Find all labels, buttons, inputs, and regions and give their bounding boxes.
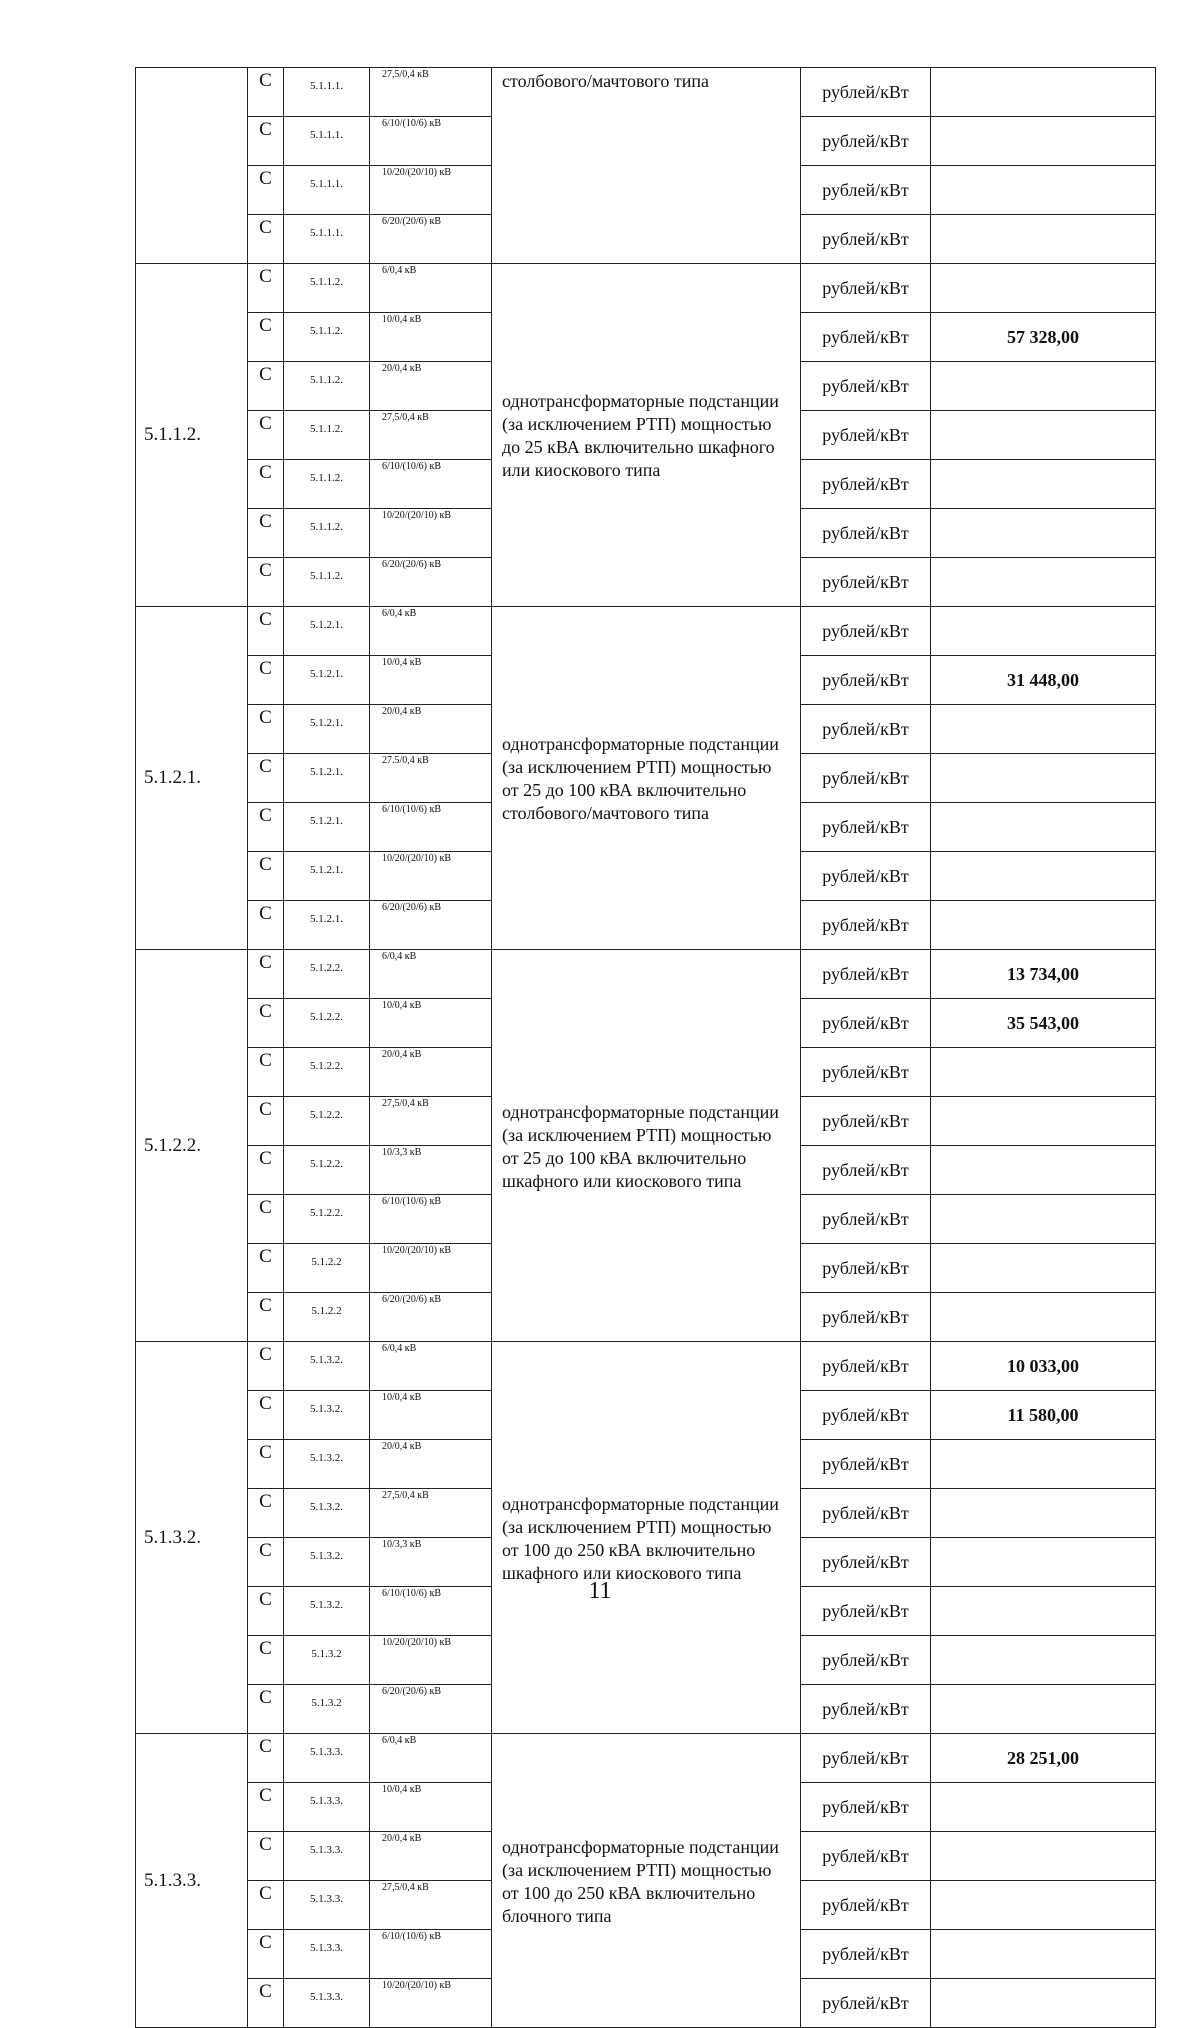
unit-cell: рублей/кВт <box>801 1391 931 1440</box>
voltage-cell: 6/0,4 кВ <box>370 1734 492 1783</box>
subcode-cell: 5.1.2.2. <box>284 950 370 999</box>
category-cell: С <box>248 411 284 460</box>
tariff-value-cell <box>931 607 1156 656</box>
subcode-cell: 5.1.3.3. <box>284 1930 370 1979</box>
unit-cell: рублей/кВт <box>801 999 931 1048</box>
tariff-value-cell: 28 251,00 <box>931 1734 1156 1783</box>
unit-cell: рублей/кВт <box>801 950 931 999</box>
unit-cell: рублей/кВт <box>801 313 931 362</box>
tariff-value-cell <box>931 166 1156 215</box>
category-cell: С <box>248 1342 284 1391</box>
tariff-value-cell <box>931 1244 1156 1293</box>
subcode-cell: 5.1.3.2. <box>284 1391 370 1440</box>
category-cell: С <box>248 901 284 950</box>
subcode-cell: 5.1.1.2. <box>284 411 370 460</box>
unit-cell: рублей/кВт <box>801 1587 931 1636</box>
tariff-value-cell: 35 543,00 <box>931 999 1156 1048</box>
unit-cell: рублей/кВт <box>801 1930 931 1979</box>
unit-cell: рублей/кВт <box>801 852 931 901</box>
subcode-cell: 5.1.2.2. <box>284 999 370 1048</box>
category-cell: С <box>248 166 284 215</box>
category-cell: С <box>248 1979 284 2028</box>
tariff-value-cell <box>931 1293 1156 1342</box>
voltage-cell: 27.5/0,4 кВ <box>370 754 492 803</box>
unit-cell: рублей/кВт <box>801 509 931 558</box>
unit-cell: рублей/кВт <box>801 117 931 166</box>
subcode-cell: 5.1.1.2. <box>284 509 370 558</box>
item-code: 5.1.2.2. <box>136 950 248 1342</box>
tariff-value-cell <box>931 68 1156 117</box>
voltage-cell: 6/10/(10/6) кВ <box>370 1195 492 1244</box>
tariff-value-cell <box>931 558 1156 607</box>
subcode-cell: 5.1.1.2. <box>284 460 370 509</box>
tariff-value-cell: 10 033,00 <box>931 1342 1156 1391</box>
unit-cell: рублей/кВт <box>801 411 931 460</box>
unit-cell: рублей/кВт <box>801 264 931 313</box>
subcode-cell: 5.1.3.2. <box>284 1489 370 1538</box>
unit-cell: рублей/кВт <box>801 607 931 656</box>
subcode-cell: 5.1.1.1. <box>284 166 370 215</box>
voltage-cell: 6/0,4 кВ <box>370 1342 492 1391</box>
tariff-value-cell <box>931 754 1156 803</box>
subcode-cell: 5.1.3.3. <box>284 1832 370 1881</box>
category-cell: С <box>248 1587 284 1636</box>
subcode-cell: 5.1.3.2. <box>284 1342 370 1391</box>
category-cell: С <box>248 264 284 313</box>
category-cell: С <box>248 1244 284 1293</box>
item-code: 5.1.3.3. <box>136 1734 248 2028</box>
category-cell: С <box>248 1832 284 1881</box>
category-cell: С <box>248 1734 284 1783</box>
category-cell: С <box>248 803 284 852</box>
category-cell: С <box>248 1930 284 1979</box>
voltage-cell: 20/0,4 кВ <box>370 705 492 754</box>
tariff-value-cell <box>931 1685 1156 1734</box>
tariff-table <box>135 67 1156 2028</box>
tariff-value-cell: 11 580,00 <box>931 1391 1156 1440</box>
subcode-cell: 5.1.2.1. <box>284 754 370 803</box>
voltage-cell: 10/0,4 кВ <box>370 1391 492 1440</box>
category-cell: С <box>248 1489 284 1538</box>
unit-cell: рублей/кВт <box>801 1342 931 1391</box>
unit-cell: рублей/кВт <box>801 1195 931 1244</box>
subcode-cell: 5.1.2.2. <box>284 1097 370 1146</box>
tariff-value-cell: 31 448,00 <box>931 656 1156 705</box>
category-cell: С <box>248 313 284 362</box>
table-row <box>136 950 1156 999</box>
category-cell: С <box>248 705 284 754</box>
subcode-cell: 5.1.1.2. <box>284 558 370 607</box>
category-cell: С <box>248 999 284 1048</box>
voltage-cell: 10/20/(20/10) кВ <box>370 1636 492 1685</box>
voltage-cell: 10/0,4 кВ <box>370 1783 492 1832</box>
unit-cell: рублей/кВт <box>801 68 931 117</box>
unit-cell: рублей/кВт <box>801 656 931 705</box>
voltage-cell: 20/0,4 кВ <box>370 362 492 411</box>
item-code: 5.1.1.2. <box>136 264 248 607</box>
tariff-value-cell: 57 328,00 <box>931 313 1156 362</box>
tariff-value-cell <box>931 411 1156 460</box>
category-cell: С <box>248 1783 284 1832</box>
voltage-cell: 20/0,4 кВ <box>370 1832 492 1881</box>
unit-cell: рублей/кВт <box>801 460 931 509</box>
unit-cell: рублей/кВт <box>801 558 931 607</box>
description-cell: столбового/мачтового типа <box>492 68 801 264</box>
subcode-cell: 5.1.3.2 <box>284 1636 370 1685</box>
subcode-cell: 5.1.3.2. <box>284 1440 370 1489</box>
item-code <box>136 68 248 264</box>
subcode-cell: 5.1.2.2 <box>284 1244 370 1293</box>
page-number: 11 <box>588 1578 612 1604</box>
unit-cell: рублей/кВт <box>801 901 931 950</box>
subcode-cell: 5.1.3.3. <box>284 1881 370 1930</box>
tariff-value-cell: 13 734,00 <box>931 950 1156 999</box>
voltage-cell: 10/20/(20/10) кВ <box>370 166 492 215</box>
unit-cell: рублей/кВт <box>801 1636 931 1685</box>
category-cell: С <box>248 117 284 166</box>
subcode-cell: 5.1.3.2 <box>284 1685 370 1734</box>
unit-cell: рублей/кВт <box>801 705 931 754</box>
category-cell: С <box>248 1146 284 1195</box>
description-cell: однотрансформаторные подстанции (за исключением РТП) мощностью до 25 кВА включительно шкафного или киоскового типа <box>492 264 801 607</box>
category-cell: С <box>248 1293 284 1342</box>
category-cell: С <box>248 852 284 901</box>
voltage-cell: 20/0,4 кВ <box>370 1440 492 1489</box>
unit-cell: рублей/кВт <box>801 1832 931 1881</box>
tariff-value-cell <box>931 362 1156 411</box>
category-cell: С <box>248 558 284 607</box>
tariff-value-cell <box>931 509 1156 558</box>
tariff-value-cell <box>931 117 1156 166</box>
unit-cell: рублей/кВт <box>801 754 931 803</box>
category-cell: С <box>248 1440 284 1489</box>
tariff-value-cell <box>931 852 1156 901</box>
category-cell: С <box>248 754 284 803</box>
voltage-cell: 27,5/0,4 кВ <box>370 1489 492 1538</box>
subcode-cell: 5.1.2.2 <box>284 1293 370 1342</box>
table-row <box>136 607 1156 656</box>
voltage-cell: 6/20/(20/6) кВ <box>370 558 492 607</box>
voltage-cell: 6/20/(20/6) кВ <box>370 1293 492 1342</box>
voltage-cell: 6/10/(10/6) кВ <box>370 803 492 852</box>
subcode-cell: 5.1.2.2. <box>284 1195 370 1244</box>
subcode-cell: 5.1.2.2. <box>284 1048 370 1097</box>
category-cell: С <box>248 1636 284 1685</box>
voltage-cell: 10/3,3 кВ <box>370 1538 492 1587</box>
voltage-cell: 10/0,4 кВ <box>370 656 492 705</box>
tariff-value-cell <box>931 1881 1156 1930</box>
voltage-cell: 10/0,4 кВ <box>370 313 492 362</box>
unit-cell: рублей/кВт <box>801 1979 931 2028</box>
category-cell: С <box>248 1881 284 1930</box>
category-cell: С <box>248 68 284 117</box>
unit-cell: рублей/кВт <box>801 362 931 411</box>
category-cell: С <box>248 362 284 411</box>
tariff-value-cell <box>931 1440 1156 1489</box>
subcode-cell: 5.1.2.1. <box>284 607 370 656</box>
tariff-value-cell <box>931 1195 1156 1244</box>
tariff-value-cell <box>931 1636 1156 1685</box>
tariff-table-body <box>136 68 1156 2028</box>
voltage-cell: 6/10/(10/6) кВ <box>370 460 492 509</box>
category-cell: С <box>248 1097 284 1146</box>
voltage-cell: 6/10/(10/6) кВ <box>370 1587 492 1636</box>
category-cell: С <box>248 460 284 509</box>
item-code: 5.1.3.2. <box>136 1342 248 1734</box>
table-row <box>136 264 1156 313</box>
voltage-cell: 6/20/(20/6) кВ <box>370 1685 492 1734</box>
unit-cell: рублей/кВт <box>801 1146 931 1195</box>
subcode-cell: 5.1.2.1. <box>284 901 370 950</box>
subcode-cell: 5.1.1.2. <box>284 313 370 362</box>
tariff-value-cell <box>931 264 1156 313</box>
subcode-cell: 5.1.3.3. <box>284 1734 370 1783</box>
voltage-cell: 10/20/(20/10) кВ <box>370 852 492 901</box>
voltage-cell: 6/10/(10/6) кВ <box>370 1930 492 1979</box>
category-cell: С <box>248 509 284 558</box>
tariff-value-cell <box>931 901 1156 950</box>
voltage-cell: 27,5/0,4 кВ <box>370 411 492 460</box>
subcode-cell: 5.1.2.1. <box>284 705 370 754</box>
tariff-value-cell <box>931 1930 1156 1979</box>
unit-cell: рублей/кВт <box>801 803 931 852</box>
table-row <box>136 68 1156 117</box>
subcode-cell: 5.1.2.2. <box>284 1146 370 1195</box>
subcode-cell: 5.1.1.2. <box>284 264 370 313</box>
subcode-cell: 5.1.2.1. <box>284 803 370 852</box>
unit-cell: рублей/кВт <box>801 1489 931 1538</box>
unit-cell: рублей/кВт <box>801 1538 931 1587</box>
voltage-cell: 6/20/(20/6) кВ <box>370 215 492 264</box>
description-cell: однотрансформаторные подстанции (за исключением РТП) мощностью от 25 до 100 кВА включительно столбового/мачтового типа <box>492 607 801 950</box>
table-row <box>136 1342 1156 1391</box>
unit-cell: рублей/кВт <box>801 1244 931 1293</box>
category-cell: С <box>248 607 284 656</box>
item-code: 5.1.2.1. <box>136 607 248 950</box>
voltage-cell: 6/10/(10/6) кВ <box>370 117 492 166</box>
voltage-cell: 27,5/0,4 кВ <box>370 1097 492 1146</box>
tariff-value-cell <box>931 1048 1156 1097</box>
voltage-cell: 27,5/0,4 кВ <box>370 1881 492 1930</box>
subcode-cell: 5.1.3.2. <box>284 1538 370 1587</box>
category-cell: С <box>248 1685 284 1734</box>
unit-cell: рублей/кВт <box>801 215 931 264</box>
subcode-cell: 5.1.3.3. <box>284 1979 370 2028</box>
table-row <box>136 1734 1156 1783</box>
description-cell: однотрансформаторные подстанции (за исключением РТП) мощностью от 100 до 250 кВА включительно блочного типа <box>492 1734 801 2028</box>
tariff-value-cell <box>931 803 1156 852</box>
tariff-value-cell <box>931 705 1156 754</box>
subcode-cell: 5.1.1.2. <box>284 362 370 411</box>
voltage-cell: 6/20/(20/6) кВ <box>370 901 492 950</box>
category-cell: С <box>248 1195 284 1244</box>
subcode-cell: 5.1.1.1. <box>284 215 370 264</box>
unit-cell: рублей/кВт <box>801 1097 931 1146</box>
tariff-value-cell <box>931 460 1156 509</box>
category-cell: С <box>248 950 284 999</box>
voltage-cell: 6/0,4 кВ <box>370 264 492 313</box>
unit-cell: рублей/кВт <box>801 1881 931 1930</box>
unit-cell: рублей/кВт <box>801 1293 931 1342</box>
unit-cell: рублей/кВт <box>801 1440 931 1489</box>
tariff-value-cell <box>931 215 1156 264</box>
voltage-cell: 10/20/(20/10) кВ <box>370 1979 492 2028</box>
category-cell: С <box>248 1538 284 1587</box>
subcode-cell: 5.1.1.1. <box>284 68 370 117</box>
tariff-value-cell <box>931 1832 1156 1881</box>
voltage-cell: 20/0,4 кВ <box>370 1048 492 1097</box>
unit-cell: рублей/кВт <box>801 1685 931 1734</box>
unit-cell: рублей/кВт <box>801 1734 931 1783</box>
description-cell: однотрансформаторные подстанции (за исключением РТП) мощностью от 25 до 100 кВА включительно шкафного или киоскового типа <box>492 950 801 1342</box>
tariff-value-cell <box>931 1979 1156 2028</box>
category-cell: С <box>248 1048 284 1097</box>
description-cell: однотрансформаторные подстанции (за исключением РТП) мощностью от 100 до 250 кВА включительно шкафного или киоскового типа <box>492 1342 801 1734</box>
voltage-cell: 10/20/(20/10) кВ <box>370 1244 492 1293</box>
voltage-cell: 10/3,3 кВ <box>370 1146 492 1195</box>
subcode-cell: 5.1.3.2. <box>284 1587 370 1636</box>
voltage-cell: 6/0,4 кВ <box>370 607 492 656</box>
voltage-cell: 10/20/(20/10) кВ <box>370 509 492 558</box>
tariff-value-cell <box>931 1783 1156 1832</box>
unit-cell: рублей/кВт <box>801 166 931 215</box>
subcode-cell: 5.1.3.3. <box>284 1783 370 1832</box>
tariff-value-cell <box>931 1146 1156 1195</box>
category-cell: С <box>248 215 284 264</box>
voltage-cell: 27,5/0,4 кВ <box>370 68 492 117</box>
voltage-cell: 10/0,4 кВ <box>370 999 492 1048</box>
unit-cell: рублей/кВт <box>801 1783 931 1832</box>
category-cell: С <box>248 1391 284 1440</box>
category-cell: С <box>248 656 284 705</box>
subcode-cell: 5.1.1.1. <box>284 117 370 166</box>
tariff-value-cell <box>931 1097 1156 1146</box>
unit-cell: рублей/кВт <box>801 1048 931 1097</box>
voltage-cell: 6/0,4 кВ <box>370 950 492 999</box>
subcode-cell: 5.1.2.1. <box>284 656 370 705</box>
subcode-cell: 5.1.2.1. <box>284 852 370 901</box>
tariff-value-cell <box>931 1489 1156 1538</box>
